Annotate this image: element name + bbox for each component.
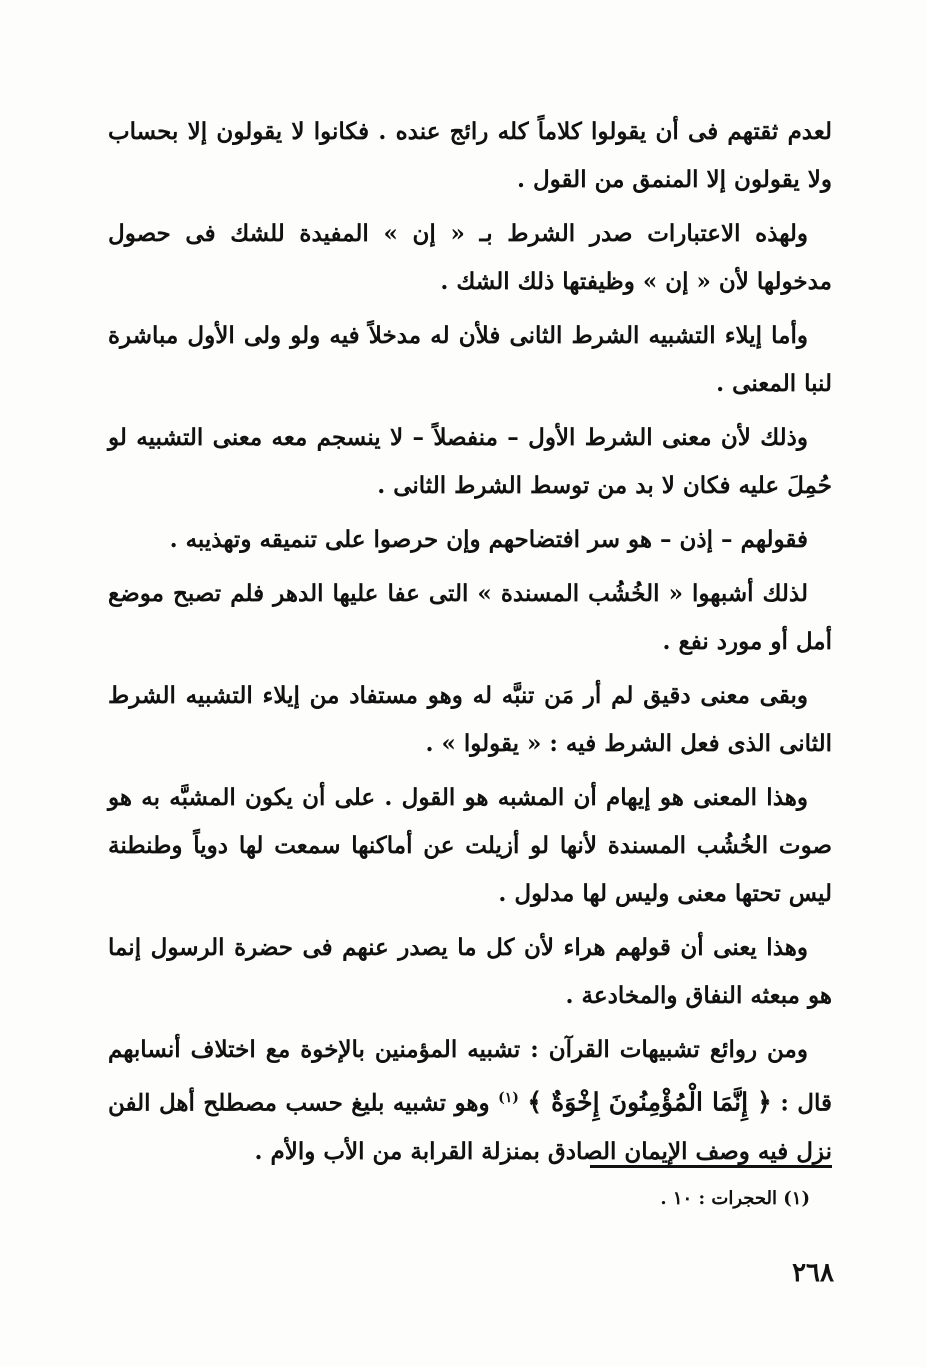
paragraph: وأما إيلاء التشبيه الشرط الثانى فلأن له مدخلاً فيه ولو ولى الأول مباشرة لنبا المعنى . (108, 322, 832, 397)
paragraph-intro: ومن روائع تشبيهات القرآن : تشبيه المؤمنين بالإخوة مع اختلاف أنسابهم قال : (108, 1036, 832, 1117)
page-number: ٢٦٨ (792, 1258, 834, 1288)
paragraph: لذلك أشبهوا « الخُشُب المسندة » التى عفا عليها الدهر فلم تصبح موضع أمل أو مورد نفع . (108, 580, 832, 655)
paragraph: وذلك لأن معنى الشرط الأول – منفصلاً – لا ينسجم معه معنى التشبيه لو حُمِلَ عليه فكان لا بد من توسط الشرط الثانى . (108, 424, 832, 499)
paragraph: وهذا يعنى أن قولهم هراء لأن كل ما يصدر عنهم فى حضرة الرسول إنما هو مبعثه النفاق والمخادعة . (108, 934, 832, 1009)
paragraph: ولهذه الاعتبارات صدر الشرط بـ « إن » المفيدة للشك فى حصول مدخولها لأن « إن » وظيفتها ذلك الشك . (108, 220, 832, 295)
footnote-separator (590, 1165, 832, 1168)
footnote-reference: (١) (498, 1090, 519, 1106)
main-text (108, 108, 832, 1182)
paragraph: لعدم ثقتهم فى أن يقولوا كلاماً كله رائج عنده . فكانوا لا يقولون إلا بحساب ولا يقولون إلا المنمق من القول . (108, 118, 832, 193)
paragraph: وبقى معنى دقيق لم أر مَن تنبَّه له وهو مستفاد من إيلاء التشبيه الشرط الثانى الذى فعل الشرط فيه : « يقولوا » . (108, 682, 832, 757)
paragraph: فقولهم – إذن – هو سر افتضاحهم وإن حرصوا على تنميقه وتهذيبه . (169, 526, 808, 553)
paragraph: وهذا المعنى هو إيهام أن المشبه هو القول . على أن يكون المشبَّه به هو صوت الخُشُب المسندة لأنها لو أزيلت عن أماكنها سمعت لها دوياً وطنطنة ليس تحتها معنى وليس لها مدلول . (108, 784, 832, 907)
paragraph-quran-simile (108, 1026, 832, 1176)
quran-verse: ﴿ إِنَّمَا الْمُؤْمِنُونَ إِخْوَةٌ ﴾ (527, 1087, 772, 1117)
footnote: (١) الحجرات : ١٠ . (660, 1188, 810, 1209)
paragraph-rest: وهو تشبيه بليغ حسب مصطلح أهل الفن نزل فيه وصف الإيمان الصادق بمنزلة القرابة من الأب والأم . (108, 1089, 832, 1165)
